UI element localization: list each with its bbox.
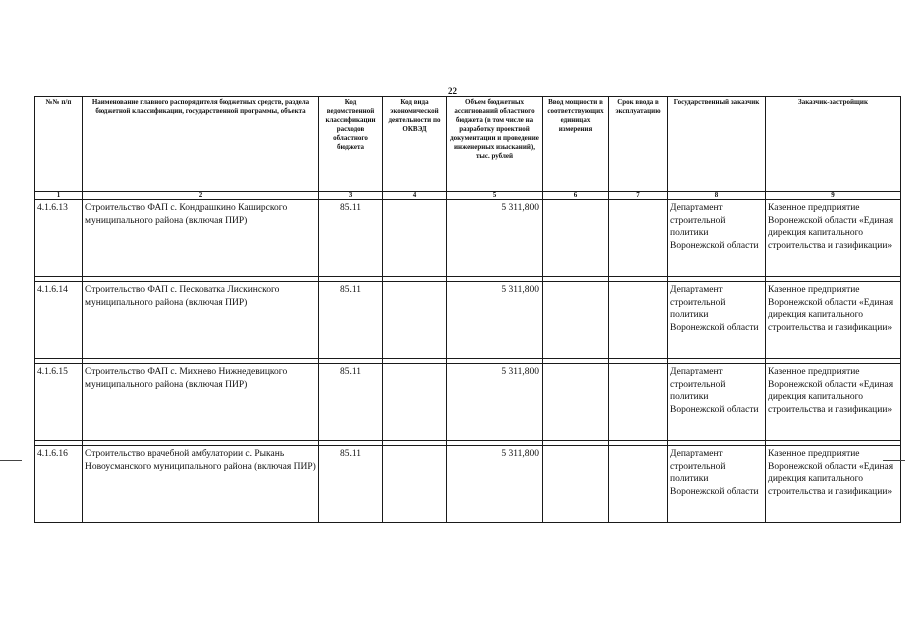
fold-mark-left <box>0 460 22 461</box>
column-number: 4 <box>383 192 447 200</box>
page-number: 22 <box>448 86 457 96</box>
row-number: 4.1.6.13 <box>35 200 83 277</box>
budget-amount: 5 311,800 <box>447 446 543 523</box>
customer-developer: Казенное предприятие Воронежской области «Единая дирекция капитального строительства и газификации» <box>766 282 901 359</box>
okved-code <box>383 282 447 359</box>
header-col-developer: Заказчик-застройщик <box>766 97 901 192</box>
header-col-okved: Код вида экономической деятельности по ОКВЭД <box>383 97 447 192</box>
budget-amount: 5 311,800 <box>447 200 543 277</box>
column-number: 3 <box>319 192 383 200</box>
capacity <box>543 364 609 441</box>
header-row <box>35 97 901 192</box>
column-number: 8 <box>668 192 766 200</box>
okved-code <box>383 364 447 441</box>
table-row <box>35 446 901 523</box>
budget-amount: 5 311,800 <box>447 282 543 359</box>
commissioning-term <box>609 446 668 523</box>
customer-developer: Казенное предприятие Воронежской области «Единая дирекция капитального строительства и газификации» <box>766 446 901 523</box>
fold-mark-right <box>883 460 905 461</box>
okved-code <box>383 200 447 277</box>
column-number: 2 <box>83 192 319 200</box>
okved-code <box>383 446 447 523</box>
customer-developer: Казенное предприятие Воронежской области «Единая дирекция капитального строительства и газификации» <box>766 200 901 277</box>
budget-amount: 5 311,800 <box>447 364 543 441</box>
capacity <box>543 200 609 277</box>
object-name: Строительство ФАП с. Кондрашкино Каширского муниципального района (включая ПИР) <box>83 200 319 277</box>
header-col-amount: Объем бюджетных ассигнований областного бюджета (в том числе на разработку проектной документации и проведение инженерных изысканий), тыс. рублей <box>447 97 543 192</box>
row-number: 4.1.6.14 <box>35 282 83 359</box>
table-row <box>35 364 901 441</box>
row-number: 4.1.6.16 <box>35 446 83 523</box>
object-name: Строительство ФАП с. Песковатка Лискинского муниципального района (включая ПИР) <box>83 282 319 359</box>
object-name: Строительство врачебной амбулатории с. Рыкань Новоусманского муниципального района (включая ПИР) <box>83 446 319 523</box>
header-col-name: Наименование главного распорядителя бюджетных средств, раздела бюджетной классификации, государственной программы, объекта <box>83 97 319 192</box>
column-number: 1 <box>35 192 83 200</box>
column-number: 7 <box>609 192 668 200</box>
state-customer: Департамент строительной политики Воронежской области <box>668 364 766 441</box>
header-col-number: №№ п/п <box>35 97 83 192</box>
budget-code: 85.11 <box>319 282 383 359</box>
budget-code: 85.11 <box>319 364 383 441</box>
capacity <box>543 282 609 359</box>
customer-developer: Казенное предприятие Воронежской области «Единая дирекция капитального строительства и газификации» <box>766 364 901 441</box>
state-customer: Департамент строительной политики Воронежской области <box>668 446 766 523</box>
header-col-customer: Государственный заказчик <box>668 97 766 192</box>
column-number: 9 <box>766 192 901 200</box>
table-row <box>35 200 901 277</box>
column-number-row <box>35 192 901 200</box>
header-col-budget-code: Код ведомственной классификации расходов областного бюджета <box>319 97 383 192</box>
header-col-term: Срок ввода в эксплуатацию <box>609 97 668 192</box>
state-customer: Департамент строительной политики Воронежской области <box>668 200 766 277</box>
header-col-capacity: Ввод мощности в соответствующих единицах измерения <box>543 97 609 192</box>
commissioning-term <box>609 200 668 277</box>
investment-objects-table <box>34 96 901 523</box>
column-number: 5 <box>447 192 543 200</box>
capacity <box>543 446 609 523</box>
commissioning-term <box>609 282 668 359</box>
budget-code: 85.11 <box>319 446 383 523</box>
state-customer: Департамент строительной политики Воронежской области <box>668 282 766 359</box>
row-number: 4.1.6.15 <box>35 364 83 441</box>
column-number: 6 <box>543 192 609 200</box>
table-row <box>35 282 901 359</box>
budget-code: 85.11 <box>319 200 383 277</box>
object-name: Строительство ФАП с. Михнево Нижнедевицкого муниципального района (включая ПИР) <box>83 364 319 441</box>
commissioning-term <box>609 364 668 441</box>
